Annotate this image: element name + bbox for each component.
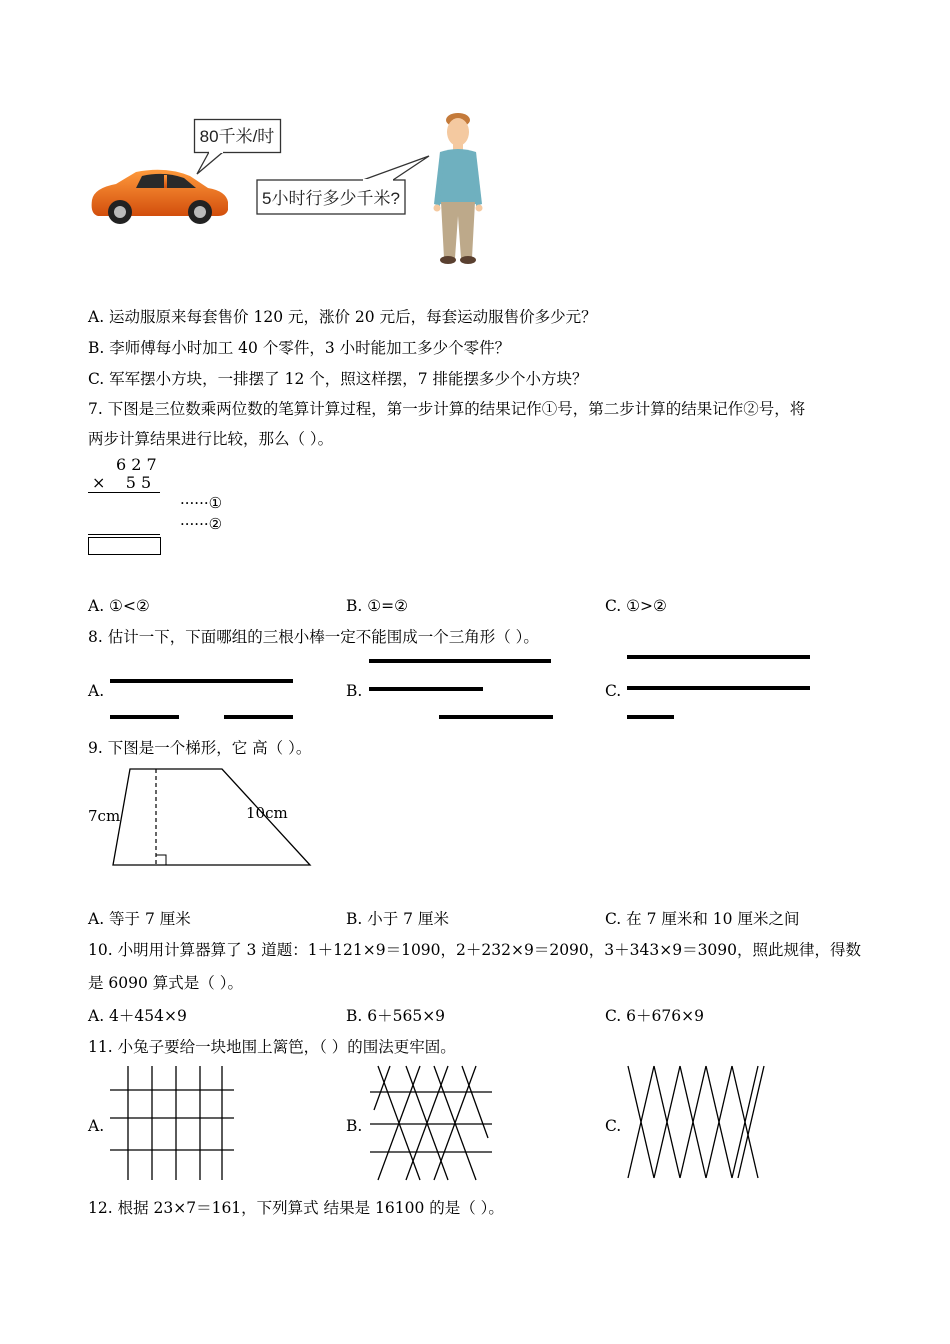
cross-fence [626,1064,768,1182]
q11-option-b[interactable]: B. [346,1117,363,1135]
stick-b2 [369,687,483,691]
speed-label: 80千米/时 [199,127,275,146]
q8-option-c[interactable]: C. [605,682,622,700]
question-label: 5小时行多少千米? [262,189,400,208]
stick-a3 [224,715,293,719]
sum-line [88,534,160,535]
q7-option-a[interactable]: A. ①<② [88,597,150,615]
q12-question: 12. 根据 23×7＝161，下列算式 结果是 16100 的是（ ）。 [88,1199,504,1217]
left-side-label: 7cm [88,807,121,825]
q7-option-c[interactable]: C. ①>② [605,597,667,615]
question-speech-bubble [255,152,433,220]
stick-c2 [627,686,810,690]
q9-question: 9. 下图是一个梯形，它 高（ ）。 [88,739,312,757]
q11-option-a[interactable]: A. [88,1117,105,1135]
stick-b3 [439,715,553,719]
stick-a1 [110,679,293,683]
step1-marker: ······① [180,494,223,512]
multiplier: × 5 5 [92,473,152,492]
q6-option-a[interactable]: A. 运动服原来每套售价 120 元，涨价 20 元后，每套运动服售价多少元？ [88,308,597,326]
right-side-label: 10cm [246,804,288,822]
q11-question: 11. 小兔子要给一块地围上篱笆，（ ）的围法更牢固。 [88,1038,456,1056]
q6-option-b[interactable]: B. 李师傅每小时加工 40 个零件，3 小时能加工多少个零件？ [88,339,511,357]
q10-question-line1: 10. 小明用计算器算了 3 道题：1＋121×9＝1090，2＋232×9＝2090，3＋343×9＝3090，照此规律，得数 [88,941,862,959]
stick-b1 [369,659,551,663]
q8-option-a[interactable]: A. [88,682,105,700]
q9-option-a[interactable]: A. 等于 7 厘米 [88,910,191,928]
q9-option-b[interactable]: B. 小于 7 厘米 [346,910,449,928]
q10-question-line2: 是 6090 算式是（ ）。 [88,974,243,992]
q10-option-b[interactable]: B. 6＋565×9 [346,1007,446,1025]
q8-option-b[interactable]: B. [346,682,363,700]
q11-option-c[interactable]: C. [605,1117,622,1135]
q7-question-line1: 7. 下图是三位数乘两位数的笔算计算过程，第一步计算的结果记作①号，第二步计算的结果记作②号，将 [88,400,806,418]
grid-fence [108,1064,236,1182]
person-illustration [430,112,486,268]
q8-question: 8. 估计一下，下面哪组的三根小棒一定不能围成一个三角形（ ）。 [88,628,539,646]
diamond-fence [368,1064,494,1182]
multiplication-line [88,492,160,493]
stick-c3 [627,715,674,719]
step2-marker: ······② [180,515,223,533]
q7-option-b[interactable]: B. ①=② [346,597,409,615]
stick-a2 [110,715,179,719]
q6-option-c[interactable]: C. 军军摆小方块，一排摆了 12 个，照这样摆，7 排能摆多少个小方块？ [88,370,588,388]
q7-question-line2: 两步计算结果进行比较，那么（ ）。 [88,430,334,448]
q10-option-c[interactable]: C. 6＋676×9 [605,1007,704,1025]
multiplicand: 6 2 7 [116,455,157,474]
answer-box[interactable] [88,537,161,555]
q9-option-c[interactable]: C. 在 7 厘米和 10 厘米之间 [605,910,800,928]
stick-c1 [627,655,810,659]
q10-option-a[interactable]: A. 4＋454×9 [88,1007,187,1025]
